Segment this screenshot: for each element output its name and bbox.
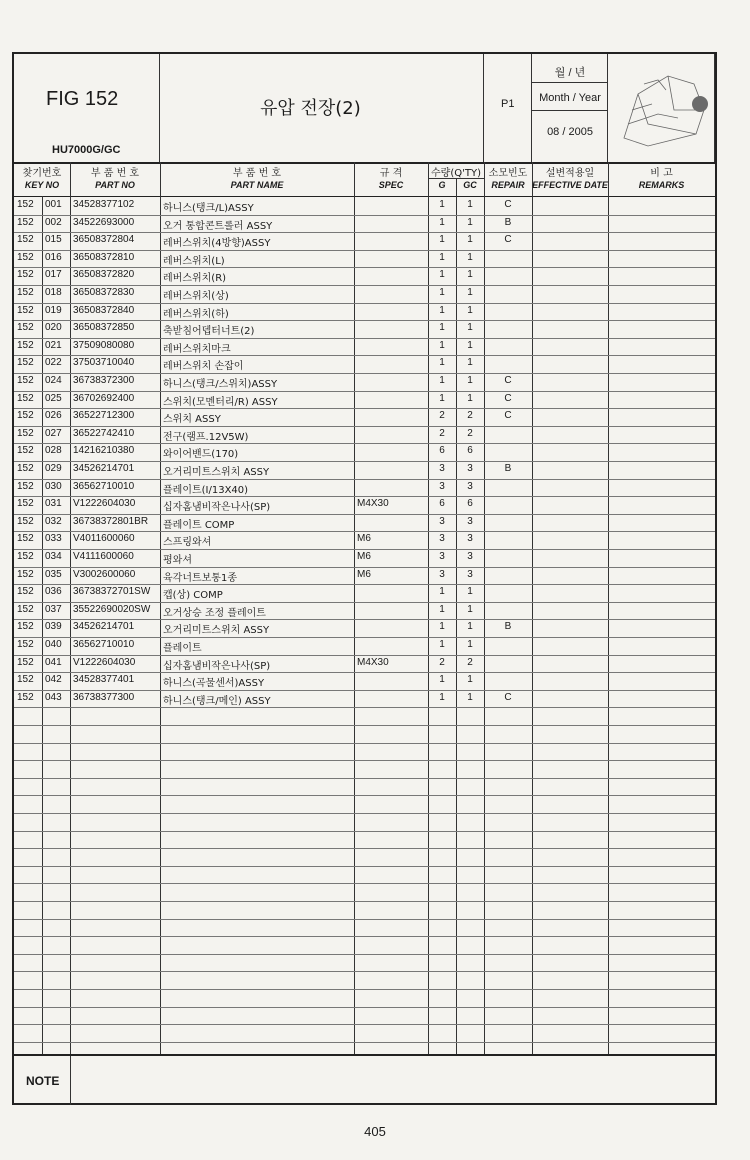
row-qty-gc: 3 (467, 533, 473, 545)
col-key-en: KEY NO (24, 180, 60, 190)
row-qty-gc: 1 (467, 251, 473, 263)
row-qty-gc: 1 (467, 234, 473, 246)
row-fig: 152 (17, 392, 34, 404)
row-spec: M4X30 (357, 498, 389, 510)
table-row (14, 655, 715, 674)
row-qty-g: 3 (439, 551, 445, 562)
row-fig: 152 (17, 427, 34, 439)
row-part-no: 34526214701 (73, 463, 135, 474)
row-key: 019 (45, 304, 62, 316)
row-qty-gc: 1 (467, 392, 473, 404)
fig-cell (14, 54, 160, 162)
row-qty-g: 1 (439, 216, 445, 228)
col-effective-en: EFFECTIVE DATE (532, 180, 608, 190)
page-code-cell (484, 54, 532, 162)
row-key: 002 (45, 216, 62, 228)
parts-table-frame (12, 52, 717, 1105)
col-name-kr: 부 품 번 호 (232, 168, 282, 179)
row-key: 041 (45, 656, 62, 668)
row-part-no: 36508372804 (73, 234, 135, 246)
row-qty-g: 1 (439, 322, 445, 334)
row-fig: 152 (17, 533, 34, 545)
row-fig: 152 (17, 656, 34, 668)
row-qty-g: 6 (439, 445, 445, 457)
row-fig: 152 (17, 639, 34, 650)
table-row (14, 602, 715, 621)
row-fig: 152 (17, 603, 34, 615)
row-fig: 152 (17, 621, 34, 633)
table-row (14, 549, 715, 568)
row-key: 020 (45, 322, 62, 334)
row-key: 017 (45, 269, 62, 281)
row-qty-gc: 1 (467, 339, 473, 351)
row-qty-g: 3 (439, 480, 445, 492)
row-part-no: 36508372840 (73, 304, 135, 316)
row-fig: 152 (17, 568, 34, 580)
date-label-kr: 월 / 년 (554, 67, 586, 79)
row-fig: 152 (17, 287, 34, 298)
row-qty-gc: 1 (467, 357, 473, 369)
table-row (14, 267, 715, 286)
col-key-kr: 찾기번호 (22, 168, 62, 179)
row-part-name: 레버스위치(상) (163, 291, 229, 302)
table-row (14, 338, 715, 357)
row-qty-g: 1 (439, 586, 445, 598)
col-qty-gc: GC (463, 180, 477, 190)
row-part-no: 14216210380 (73, 445, 135, 457)
row-fig: 152 (17, 410, 34, 422)
col-part-en: PART NO (95, 180, 135, 190)
row-key: 029 (45, 463, 62, 474)
row-key: 024 (45, 375, 62, 386)
row-repair: C (504, 392, 512, 404)
row-key: 025 (45, 392, 62, 404)
col-spec-kr: 규 격 (379, 168, 403, 179)
table-row (14, 443, 715, 462)
row-qty-gc: 3 (467, 480, 473, 492)
note-section (14, 1054, 715, 1105)
col-name-en: PART NAME (230, 180, 284, 190)
empty-row (14, 725, 715, 744)
row-qty-gc: 2 (467, 427, 473, 439)
empty-row (14, 954, 715, 973)
row-fig: 152 (17, 357, 34, 369)
row-qty-gc: 2 (467, 410, 473, 422)
row-qty-gc: 1 (467, 621, 473, 633)
row-part-name: 전구(램프.12V5W) (163, 431, 249, 443)
row-key: 039 (45, 621, 62, 633)
table-row (14, 355, 715, 374)
col-repair-kr: 소모빈도 (488, 168, 528, 179)
row-key: 001 (45, 199, 62, 210)
row-key: 027 (45, 427, 62, 439)
row-key: 026 (45, 410, 62, 422)
row-spec: M6 (357, 533, 371, 545)
row-spec: M6 (357, 551, 371, 562)
row-qty-g: 1 (439, 621, 445, 633)
row-part-name: 오거상승 조정 플레이트 (163, 607, 266, 619)
row-part-no: 36508372830 (73, 287, 135, 298)
row-fig: 152 (17, 551, 34, 562)
row-key: 034 (45, 551, 62, 562)
row-part-no: V1222604030 (73, 498, 136, 510)
row-part-no: 34522693000 (73, 216, 135, 228)
row-part-name: 레버스위치(L) (163, 255, 225, 267)
col-remarks-kr: 비 고 (650, 168, 673, 179)
row-fig: 152 (17, 269, 34, 281)
empty-row (14, 831, 715, 850)
row-part-name: 플레이트 (163, 643, 202, 654)
row-part-no: 36562710010 (73, 480, 135, 492)
table-row (14, 584, 715, 603)
date-cell (532, 54, 608, 162)
row-part-name: 레버스위치(하) (163, 308, 229, 320)
row-part-no: V4111600060 (73, 551, 134, 562)
row-qty-gc: 1 (467, 322, 473, 334)
row-qty-g: 2 (439, 427, 445, 439)
row-qty-g: 2 (439, 410, 445, 422)
col-spec-en: SPEC (378, 180, 404, 190)
row-fig: 152 (17, 199, 34, 210)
row-qty-gc: 1 (467, 287, 473, 298)
row-key: 015 (45, 234, 62, 246)
row-repair: C (504, 234, 512, 246)
row-part-name: 레버스위치(4방향)ASSY (163, 238, 271, 250)
row-part-name: 와이어밴드(170) (163, 449, 239, 461)
row-part-name: 플레이트 COMP (163, 519, 235, 531)
row-qty-gc: 1 (467, 639, 473, 650)
row-part-no: 36508372820 (73, 269, 135, 281)
row-qty-g: 1 (439, 199, 445, 210)
row-qty-gc: 1 (467, 674, 473, 686)
table-row (14, 391, 715, 410)
row-qty-g: 1 (439, 639, 445, 650)
row-repair: C (504, 691, 512, 703)
page-number: 405 (364, 1124, 386, 1139)
row-part-no: 34526214701 (73, 621, 135, 633)
fig-number: FIG 152 (46, 88, 119, 110)
row-fig: 152 (17, 674, 34, 686)
table-row (14, 250, 715, 269)
table-row (14, 461, 715, 480)
table-row (14, 690, 715, 709)
empty-row (14, 760, 715, 779)
row-part-name: 레버스위치 손잡이 (163, 361, 244, 373)
table-row (14, 215, 715, 234)
row-key: 018 (45, 287, 62, 298)
row-fig: 152 (17, 691, 34, 703)
table-row (14, 320, 715, 339)
row-key: 031 (45, 498, 62, 510)
row-part-no: 37503710040 (73, 357, 135, 369)
table-row (14, 232, 715, 251)
row-qty-g: 1 (439, 357, 445, 369)
row-part-no: V1222604030 (73, 656, 136, 668)
row-fig: 152 (17, 515, 34, 527)
row-part-name: 축받침어뎁터너트(2) (163, 326, 255, 338)
row-qty-gc: 1 (467, 304, 473, 316)
row-part-no: 36702692400 (73, 392, 135, 404)
row-part-name: 하니스(탱크/스위치)ASSY (163, 379, 278, 390)
row-part-name: 하니스(탱크/L)ASSY (163, 203, 254, 214)
table-row (14, 303, 715, 322)
row-fig: 152 (17, 375, 34, 386)
table-row (14, 479, 715, 498)
row-qty-g: 1 (439, 691, 445, 703)
table-row (14, 514, 715, 533)
row-part-no: V4011600060 (73, 533, 135, 545)
row-qty-g: 6 (439, 498, 445, 510)
row-qty-gc: 1 (467, 269, 473, 281)
date-label-en: Month / Year (539, 92, 601, 104)
table-row (14, 637, 715, 656)
row-key: 036 (45, 586, 62, 598)
row-spec: M6 (357, 568, 371, 580)
row-part-name: 육각너트보통1종 (163, 572, 237, 584)
row-part-no: V3002600060 (73, 568, 136, 580)
row-part-name: 캡(상) COMP (163, 590, 223, 602)
row-part-name: 레버스위치마크 (163, 343, 231, 355)
machine-illustration (608, 54, 715, 162)
row-qty-gc: 3 (467, 568, 473, 580)
row-fig: 152 (17, 463, 34, 474)
row-repair: B (504, 463, 512, 474)
table-row (14, 619, 715, 638)
col-qty-g: G (438, 180, 446, 190)
row-qty-gc: 1 (467, 603, 473, 615)
page-title: 유압 전장(2) (260, 98, 361, 119)
row-qty-gc: 1 (467, 691, 473, 703)
row-fig: 152 (17, 234, 34, 246)
empty-row (14, 971, 715, 990)
table-row (14, 531, 715, 550)
col-repair-en: REPAIR (491, 180, 525, 190)
row-part-name: 오거리미트스위치 ASSY (163, 625, 270, 637)
row-spec: M4X30 (357, 656, 389, 668)
row-key: 035 (45, 568, 62, 580)
row-qty-g: 1 (439, 375, 445, 386)
empty-row (14, 883, 715, 902)
row-key: 033 (45, 533, 62, 545)
row-qty-gc: 6 (467, 498, 473, 510)
empty-row (14, 1007, 715, 1026)
row-qty-g: 1 (439, 304, 445, 316)
row-part-name: 오거리미트스위치 ASSY (163, 467, 270, 478)
row-repair: C (504, 410, 512, 422)
row-qty-g: 3 (439, 533, 445, 545)
empty-row (14, 919, 715, 938)
row-fig: 152 (17, 322, 34, 334)
row-part-no: 36738372801BR (73, 515, 149, 527)
row-qty-g: 1 (439, 269, 445, 281)
harvester-sketch-icon (608, 54, 715, 162)
row-qty-g: 1 (439, 339, 445, 351)
row-part-name: 평와셔 (163, 555, 192, 566)
row-fig: 152 (17, 586, 34, 598)
column-headers (14, 162, 715, 197)
row-key: 016 (45, 251, 62, 263)
row-part-name: 스위치 ASSY (163, 414, 221, 426)
row-part-name: 스위치(모멘터리/R) ASSY (163, 396, 278, 408)
row-key: 040 (45, 639, 62, 650)
row-key: 028 (45, 445, 62, 457)
title-cell (160, 54, 484, 162)
empty-row (14, 866, 715, 885)
col-part-kr: 부 품 번 호 (90, 168, 140, 179)
row-part-name: 하니스(탱크/메인) ASSY (163, 695, 271, 707)
table-row (14, 496, 715, 515)
row-qty-gc: 3 (467, 463, 473, 474)
row-part-no: 36562710010 (73, 639, 135, 650)
table-row (14, 197, 715, 216)
table-row (14, 408, 715, 427)
note-label: NOTE (26, 1074, 60, 1088)
table-row (14, 285, 715, 304)
row-qty-gc: 1 (467, 375, 473, 386)
row-part-name: 플레이트(I/13X40) (163, 484, 249, 496)
row-part-no: 36508372810 (73, 251, 135, 263)
row-qty-g: 1 (439, 251, 445, 263)
table-row (14, 672, 715, 691)
empty-row (14, 778, 715, 797)
row-part-no: 36738377300 (73, 691, 135, 703)
row-key: 042 (45, 674, 62, 686)
row-fig: 152 (17, 304, 34, 316)
empty-row (14, 936, 715, 955)
row-repair: C (504, 199, 512, 210)
empty-row (14, 743, 715, 762)
row-part-no: 36522742410 (73, 427, 135, 439)
row-part-no: 37509080080 (73, 339, 135, 351)
row-qty-g: 1 (439, 234, 445, 246)
row-qty-g: 1 (439, 674, 445, 686)
row-qty-g: 2 (439, 656, 445, 668)
row-part-name: 오거 통합콘트롤러 ASSY (163, 220, 273, 232)
row-part-name: 레버스위치(R) (163, 273, 227, 285)
empty-row (14, 795, 715, 814)
row-key: 037 (45, 603, 62, 615)
row-part-name: 스프링와셔 (163, 537, 212, 549)
row-qty-gc: 1 (467, 216, 473, 228)
row-part-name: 하니스(곡물센서)ASSY (163, 678, 265, 690)
table-row (14, 426, 715, 445)
row-repair: B (504, 621, 512, 633)
row-repair: B (504, 216, 512, 228)
row-fig: 152 (17, 339, 34, 351)
date-value: 08 / 2005 (547, 126, 593, 138)
row-qty-g: 1 (439, 392, 445, 404)
row-part-name: 십자홈냄비작은나사(SP) (163, 502, 271, 514)
row-key: 043 (45, 691, 62, 703)
col-effective-kr: 설변적용일 (545, 168, 595, 179)
row-qty-g: 3 (439, 568, 445, 580)
row-part-no: 34528377401 (73, 674, 135, 686)
row-qty-g: 3 (439, 515, 445, 527)
row-part-name: 십자홈냄비작은나사(SP) (163, 660, 271, 672)
row-fig: 152 (17, 251, 34, 263)
row-part-no: 36738372300 (73, 375, 135, 386)
row-repair: C (504, 375, 512, 386)
row-qty-gc: 1 (467, 586, 473, 598)
row-fig: 152 (17, 498, 34, 510)
empty-row (14, 813, 715, 832)
row-qty-gc: 3 (467, 515, 473, 527)
empty-row (14, 848, 715, 867)
row-qty-gc: 6 (467, 445, 473, 457)
row-fig: 152 (17, 480, 34, 492)
row-qty-g: 3 (439, 463, 445, 474)
row-part-no: 34528377102 (73, 199, 135, 210)
row-part-no: 35522690020SW (73, 603, 151, 615)
row-qty-g: 1 (439, 287, 445, 298)
empty-row (14, 1024, 715, 1043)
col-remarks-en: REMARKS (638, 180, 685, 190)
col-qty-kr: 수량(Q'TY) (431, 168, 481, 179)
table-row (14, 373, 715, 392)
empty-row (14, 707, 715, 726)
row-qty-gc: 3 (467, 551, 473, 562)
row-key: 021 (45, 339, 62, 351)
row-key: 030 (45, 480, 62, 492)
row-qty-gc: 2 (467, 656, 473, 668)
row-key: 032 (45, 515, 62, 527)
row-part-no: 36508372850 (73, 322, 135, 334)
table-row (14, 567, 715, 586)
row-key: 022 (45, 357, 62, 369)
row-qty-gc: 1 (467, 199, 473, 210)
row-qty-g: 1 (439, 603, 445, 615)
model-name: HU7000G/GC (52, 144, 121, 156)
row-fig: 152 (17, 216, 34, 228)
page-code: P1 (501, 98, 515, 110)
empty-row (14, 989, 715, 1008)
empty-row (14, 901, 715, 920)
row-fig: 152 (17, 445, 34, 457)
row-part-no: 36522712300 (73, 410, 135, 422)
table-header (14, 54, 715, 164)
row-part-no: 36738372701SW (73, 586, 151, 598)
